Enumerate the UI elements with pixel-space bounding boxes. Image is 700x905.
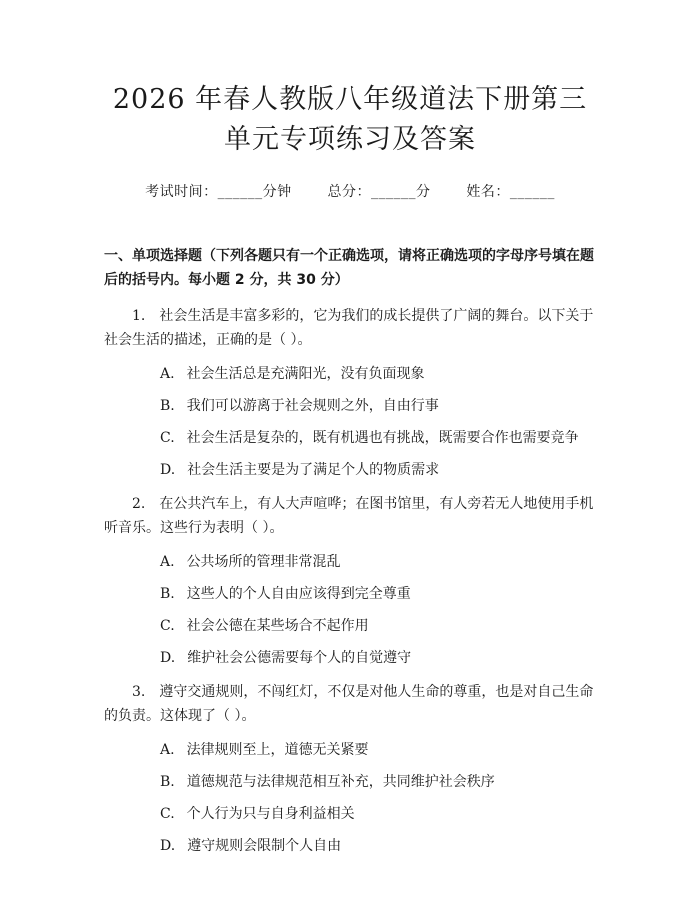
option-letter: C. (160, 430, 175, 446)
question-number: 2. (132, 496, 146, 512)
question-2 (104, 492, 596, 668)
exam-time-field: 考试时间：______分钟 (145, 184, 292, 200)
question-text: 在公共汽车上，有人大声喧哗；在图书馆里，有人旁若无人地使用手机听音乐。这些行为表明（ ）。 (104, 496, 594, 536)
section-heading-single-choice: 一、单项选择题（下列各题只有一个正确选项，请将正确选项的字母序号填在题后的括号内。每小题 2 分，共 30 分） (104, 248, 594, 288)
option-letter: B. (160, 586, 175, 602)
option-a (104, 552, 596, 572)
option-text: 道德规范与法律规范相互补充，共同维护社会秩序 (186, 774, 495, 790)
option-text: 这些人的个人自由应该得到完全尊重 (186, 586, 411, 602)
question-1 (104, 304, 596, 480)
option-text: 我们可以游离于社会规则之外，自由行事 (186, 398, 439, 414)
question-3 (104, 680, 596, 856)
option-b (104, 772, 596, 792)
option-letter: A. (160, 742, 175, 758)
option-c (104, 804, 596, 824)
student-name-field: 姓名：______ (466, 184, 555, 200)
option-letter: A. (160, 366, 175, 382)
question-stem (104, 492, 596, 540)
option-text: 社会公德在某些场合不起作用 (186, 618, 369, 634)
option-letter: B. (160, 774, 175, 790)
option-text: 法律规则至上，道德无关紧要 (186, 742, 369, 758)
question-stem (104, 680, 596, 728)
option-letter: C. (160, 618, 175, 634)
option-text: 个人行为只与自身利益相关 (186, 806, 355, 822)
question-stem (104, 304, 596, 352)
exam-meta (104, 182, 596, 202)
option-a (104, 364, 596, 384)
question-number: 3. (132, 684, 146, 700)
option-d (104, 648, 596, 668)
option-letter: C. (160, 806, 175, 822)
option-b (104, 396, 596, 416)
option-letter: A. (160, 554, 175, 570)
question-number: 1. (132, 308, 146, 324)
option-letter: D. (160, 462, 176, 478)
option-d (104, 460, 596, 480)
option-letter: D. (160, 838, 176, 854)
option-a (104, 740, 596, 760)
option-text: 维护社会公德需要每个人的自觉遵守 (187, 650, 412, 666)
question-text: 社会生活是丰富多彩的，它为我们的成长提供了广阔的舞台。以下关于社会生活的描述，正确的是（ ）。 (104, 308, 594, 348)
option-text: 公共场所的管理非常混乱 (186, 554, 341, 570)
document-title: 2026 年春人教版八年级道法下册第三单元专项练习及答案 (112, 84, 588, 155)
option-c (104, 428, 596, 448)
option-c (104, 616, 596, 636)
option-d (104, 836, 596, 856)
option-b (104, 584, 596, 604)
option-text: 社会生活主要是为了满足个人的物质需求 (187, 462, 440, 478)
question-text: 遵守交通规则，不闯红灯，不仅是对他人生命的尊重，也是对自己生命的负责。这体现了（ ）。 (104, 684, 594, 724)
total-score-field: 总分：______分 (327, 184, 431, 200)
option-letter: D. (160, 650, 176, 666)
option-text: 遵守规则会限制个人自由 (187, 838, 342, 854)
option-letter: B. (160, 398, 175, 414)
option-text: 社会生活是复杂的，既有机遇也有挑战，既需要合作也需要竞争 (186, 430, 579, 446)
option-text: 社会生活总是充满阳光，没有负面现象 (186, 366, 425, 382)
